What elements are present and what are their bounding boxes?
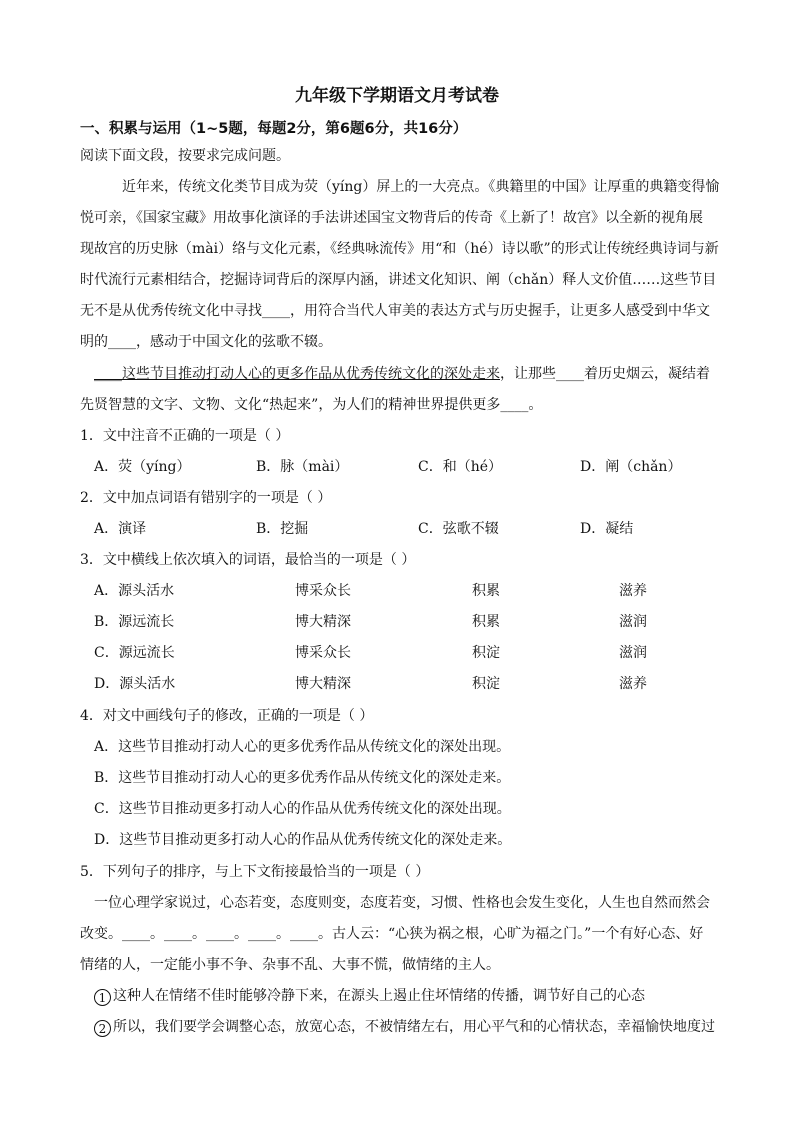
q3-row-a-col1: A．源头活水 bbox=[94, 583, 175, 599]
q3-row-c-col4: 滋润 bbox=[619, 645, 647, 661]
q3-row-b-col3: 积累 bbox=[472, 614, 500, 630]
underlined-sentence: ____这些节目推动打动人心的更多作品从优秀传统文化的深处走来 bbox=[94, 366, 500, 382]
circled-number: 2 bbox=[94, 1020, 111, 1037]
q4-option-d: D．这些节目推动更多打动人心的作品从优秀传统文化的深处走来。 bbox=[94, 832, 512, 848]
q2-option-b: B．挖掘 bbox=[256, 521, 309, 537]
q1-option-b: B．脉（mài） bbox=[256, 459, 349, 475]
section-heading: 一、积累与运用（1~5题，每题2分，第6题6分，共16分） bbox=[80, 121, 468, 137]
passage-line: 先贤智慧的文字、文物、文化“热起来”，为人们的精神世界提供更多____。 bbox=[80, 397, 543, 413]
q3-row-c-col1: C．源远流长 bbox=[94, 645, 175, 661]
section-instruction: 阅读下面文段，按要求完成问题。 bbox=[80, 148, 290, 164]
question-1-stem: 1．文中注音不正确的一项是（ ） bbox=[80, 428, 290, 444]
q5-item-2 bbox=[94, 1017, 715, 1037]
q1-option-a: A．荧（yíng） bbox=[94, 459, 191, 475]
q3-row-b-col2: 博大精深 bbox=[295, 614, 351, 630]
passage-line: 现故宫的历史脉（mài）络与文化元素，《经典咏流传》用“和（hé）诗以歌”的形式让传统经典诗词与新 bbox=[80, 241, 719, 257]
question-3-stem: 3．文中横线上依次填入的词语，最恰当的一项是（ ） bbox=[80, 552, 416, 568]
q3-row-a-col2: 博采众长 bbox=[295, 583, 351, 599]
question-2-stem: 2．文中加点词语有错别字的一项是（ ） bbox=[80, 490, 332, 506]
passage-text: ，让那些____着历史烟云，凝结着 bbox=[500, 366, 710, 382]
q3-row-c-col2: 博采众长 bbox=[295, 645, 351, 661]
circled-number: 1 bbox=[94, 989, 111, 1006]
q5-text-line: 情绪的人，一定能小事不争、杂事不乱、大事不慌，做情绪的主人。 bbox=[80, 957, 500, 973]
q5-item-text: 所以，我们要学会调整心态，放宽心态，不被情绪左右，用心平气和的心情状态，幸福愉快地度过 bbox=[113, 1019, 715, 1035]
question-5-stem: 5．下列句子的排序，与上下文衔接最恰当的一项是（ ） bbox=[80, 864, 430, 880]
q3-row-c-col3: 积淀 bbox=[472, 645, 500, 661]
q3-row-d-col2: 博大精深 bbox=[295, 676, 351, 692]
q3-row-a-col3: 积累 bbox=[472, 583, 500, 599]
passage-line: 时代流行元素相结合，挖掘诗词背后的深厚内涵，讲述文化知识、阐（chǎn）释人文价值……这些节目 bbox=[80, 272, 717, 288]
q1-option-d: D．阐（chǎn） bbox=[580, 459, 682, 475]
passage-line-underlined bbox=[94, 364, 710, 384]
q3-row-d-col3: 积淀 bbox=[472, 676, 500, 692]
q1-option-c: C．和（hé） bbox=[418, 459, 503, 475]
q4-option-a: A．这些节目推动打动人心的更多优秀作品从传统文化的深处出现。 bbox=[94, 739, 511, 755]
passage-line: 悦可亲，《国家宝藏》用故事化演译的手法讲述国宝文物背后的传奇《上新了！故宫》以全新的视角展 bbox=[80, 210, 703, 226]
q3-row-b-col1: B．源远流长 bbox=[94, 614, 175, 630]
q3-row-d-col4: 滋养 bbox=[619, 676, 647, 692]
q3-row-a-col4: 滋养 bbox=[619, 583, 647, 599]
page-title: 九年级下学期语文月考试卷 bbox=[295, 86, 499, 106]
q2-option-c: C．弦歌不辍 bbox=[418, 521, 499, 537]
question-4-stem: 4．对文中画线句子的修改，正确的一项是（ ） bbox=[80, 708, 374, 724]
q2-option-d: D．凝结 bbox=[580, 521, 634, 537]
q5-item-text: 这种人在情绪不佳时能够冷静下来，在源头上遏止住坏情绪的传播，调节好自己的心态 bbox=[113, 988, 645, 1004]
q5-item-1 bbox=[94, 986, 645, 1006]
passage-line: 近年来，传统文化类节目成为荧（yíng）屏上的一大亮点。《典籍里的中国》让厚重的典籍变得愉 bbox=[122, 179, 720, 195]
q3-row-d-col1: D．源头活水 bbox=[94, 676, 176, 692]
q5-text-line: 一位心理学家说过，心态若变，态度则变，态度若变，习惯、性格也会发生变化，人生也自然而然会 bbox=[94, 895, 710, 911]
q2-option-a: A．演译 bbox=[94, 521, 147, 537]
q3-row-b-col4: 滋润 bbox=[619, 614, 647, 630]
q4-option-b: B．这些节目推动打动人心的更多优秀作品从传统文化的深处走来。 bbox=[94, 770, 511, 786]
q5-text-line: 改变。____。____。____。____。____。古人云：“心狭为祸之根，心旷为福之门。”一个有好心态、好 bbox=[80, 926, 704, 942]
passage-line: 无不是从优秀传统文化中寻找____，用符合当代人审美的表达方式与历史握手，让更多人感受到中华文 bbox=[80, 303, 710, 319]
q4-option-c: C．这些节目推动更多打动人心的作品从优秀传统文化的深处出现。 bbox=[94, 801, 511, 817]
passage-line: 明的____，感动于中国文化的弦歌不辍。 bbox=[80, 334, 332, 350]
